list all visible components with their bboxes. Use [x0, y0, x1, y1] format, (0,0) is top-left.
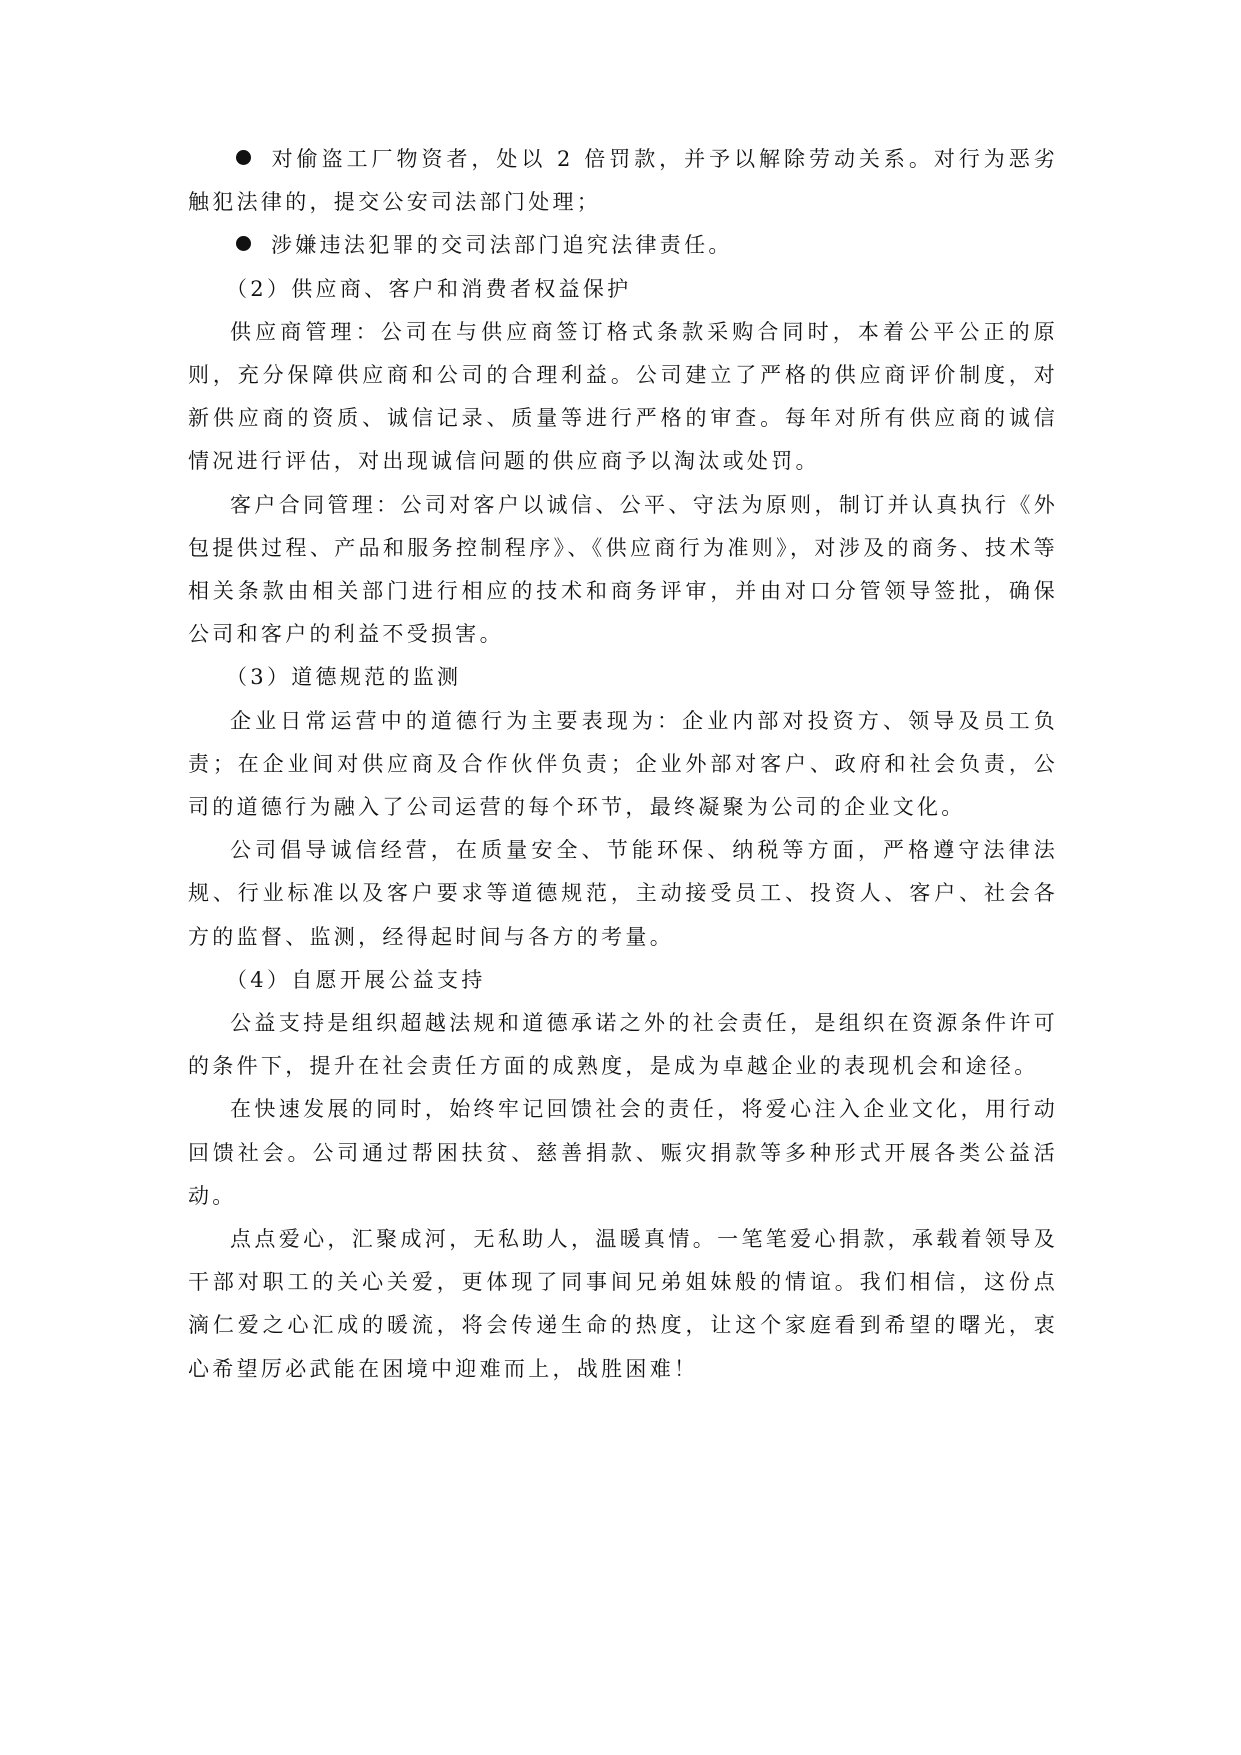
bullet-text: 涉嫌违法犯罪的交司法部门追究法律责任。 [271, 233, 733, 258]
paragraph: 供应商管理：公司在与供应商签订格式条款采购合同时，本着公平公正的原则，充分保障供应商和公司的合理利益。公司建立了严格的供应商评价制度，对新供应商的资质、诚信记录、质量等进行严格的审查。每年对所有供应商的诚信情况进行评估，对出现诚信问题的供应商予以淘汰或处罚。 [188, 319, 1058, 474]
bullet-item [188, 138, 1058, 224]
paragraph: 公益支持是组织超越法规和道德承诺之外的社会责任，是组织在资源条件许可的条件下，提升在社会责任方面的成熟度，是成为卓越企业的表现机会和途径。 [188, 1011, 1058, 1079]
bullet-dot-icon [236, 150, 251, 165]
paragraph: 客户合同管理：公司对客户以诚信、公平、守法为原则，制订并认真执行《外包提供过程、产品和服务控制程序》、《供应商行为准则》，对涉及的商务、技术等相关条款由相关部门进行相应的技术和商务评审，并由对口分管领导签批，确保公司和客户的利益不受损害。 [188, 492, 1058, 647]
bullet-text: 对偷盗工厂物资者，处以 2 倍罚款，并予以解除劳动关系。对行为恶劣触犯法律的，提交公安司法部门处理； [188, 147, 1058, 215]
bullet-item [188, 224, 1058, 267]
paragraph: 点点爱心，汇聚成河，无私助人，温暖真情。一笔笔爱心捐款，承载着领导及干部对职工的关心关爱，更体现了同事间兄弟姐妹般的情谊。我们相信，这份点滴仁爱之心汇成的暖流，将会传递生命的热度，让这个家庭看到希望的曙光，衷心希望厉必武能在困境中迎难而上，战胜困难！ [188, 1227, 1058, 1381]
bullet-dot-icon [236, 236, 251, 251]
paragraph: 公司倡导诚信经营，在质量安全、节能环保、纳税等方面，严格遵守法律法规、行业标准以及客户要求等道德规范，主动接受员工、投资人、客户、社会各方的监督、监测，经得起时间与各方的考量。 [188, 838, 1058, 949]
document-body [188, 138, 1058, 1391]
section-heading: （2）供应商、客户和消费者权益保护 [226, 276, 632, 301]
section-heading: （4）自愿开展公益支持 [226, 967, 486, 992]
paragraph: 在快速发展的同时，始终牢记回馈社会的责任，将爱心注入企业文化，用行动回馈社会。公司通过帮困扶贫、慈善捐款、赈灾捐款等多种形式开展各类公益活动。 [188, 1097, 1058, 1208]
paragraph: 企业日常运营中的道德行为主要表现为：企业内部对投资方、领导及员工负责；在企业间对供应商及合作伙伴负责；企业外部对客户、政府和社会负责，公司的道德行为融入了公司运营的每个环节，最终凝聚为公司的企业文化。 [188, 708, 1058, 820]
section-heading: （3）道德规范的监测 [226, 665, 462, 690]
